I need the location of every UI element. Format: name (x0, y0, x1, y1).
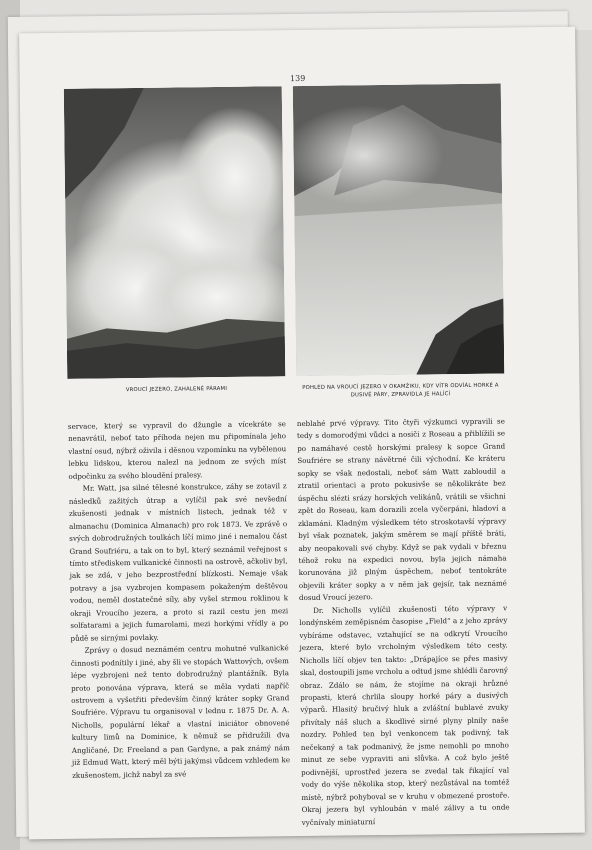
paragraph: neblahé prvé výpravy. Tito čtyři výzkumci vypravili se tedy s domorodými vůdci a nosiči z Roseau a přiblížili se po namáhavé cestě horskými pralesy k sopce Grand Soufriére se strany návětrné čili východní. Ke kráteru sopky se však nedostali, neboť sám Watt zabloudil a ztratil orientaci a proto pokusivše se několikráte bez úspěchu slézti srázy horských velikánů, vrátili se všichni zpět do Roseau, kam dorazili zcela vyčerpáni, hladoví a zklamáni. Kladným výsledkem této stroskotavší výpravy byl však poznatek, jakým směrem se mají příště bráti, aby neopakovali své chyby. Když se pak vydali v březnu téhož roku na expedici novou, byla jejich námaha korunována již plným úspěchem, neboť tentokráte objevili kráter sopky a v něm jak gejsír, tak neznámé dosud Vroucí jezero. (296, 416, 507, 603)
page-number: 139 (289, 73, 306, 84)
text-column-right (297, 416, 510, 829)
book-page (19, 27, 585, 840)
paragraph: servace, který se vypravil do džungle a vícekráte se nenavrátil, neboť tato příhoda nejen mu připomínala jeho vlastní osud, nýbrž oživila i děsnou vzpomínku na vybělenou lebku lidskou, kterou nalezl na jednom ze svých míst odpočinku za svého bloudění pralesy. (67, 419, 287, 481)
paragraph: Dr. Nicholls vylíčil zkušenosti této výpravy v londýnském zeměpisném časopise „Field“ a z jeho zprávy vybíráme odstavec, vztahující se na odkrytí Vroucího jezera, které bylo vrcholným výsledkem této cesty. Nicholls líčí objev ten takto: „Drápajíce se přes masivy skal, dostoupili jsme vrcholu a odtud jsme shlédli čarovný obraz. Zdálo se nám, že stojíme na okraji hrůzné propasti, která chrlila sloupy horké páry a dusivých výparů. Hlasitý bručivý hluk a zvláštní bublavé zvuky přivítaly náš sluch a škodlivé sirné plyny plnily naše nozdry. Pohled ten byl venkoncem tak podivný, tak nečekaný a tak podmanivý, že jsme nemohli po mnoho minut ze sebe vypraviti ani slůvka. A což bylo ještě podivnější, uprostřed jezera se zvedal tak řikající val vody do výše několika stop, který nezůstával na tomtéž místě, nýbrž pohyboval se v kruhu v obmezené prostoře. Okraj jezera byl vyhloubán v malé zálivy a tu onde vyčnívaly miniaturní (299, 603, 510, 827)
figure-caption-right: POHLED NA VROUCÍ JEZERO V OKAMŽIKU, KDY VÍTR ODVÍÁL HORKÉ A DUSIVÉ PÁRY, ZPRAVIDLA JE HALÍCÍ (302, 382, 499, 398)
photo-steam-image (64, 86, 286, 379)
paragraph: Mr. Watt, jsa silné tělesné konstrukce, záhy se zotavil z následků zažitých útrap a vylíčil pak své nevšední zkušenosti jednak v místních listech, jednak též v almanachu (Dominica Almanach) pro rok 1873. Ve zprávě o svých dobrodružných toulkách líčí mimo jiné i nemalou část Grand Soufriéru, a tak on to byl, který seznámil veřejnost s tímto střediskem vulkanické činnosti na ostrově, ačkoliv byl, jak se zdá, v jeho bezprostřední blízkosti. Nemaje však potravy a jsa vyzbrojen kompasem pokaženým deštěvou vodou, neměl dostatečné síly, aby vyšel strmou roklinou k okraji Vroucího jezera, a proto si razil cestu jen mezi solfatarami a jejich fumarolami, mezi horkými vřídly a po půdě se sirnými povlaky. (68, 481, 289, 643)
figure-caption-left: VROUCÍ JEZERO, ZAHALENÉ PÁRAMI (125, 385, 228, 394)
text-column-left (68, 418, 290, 782)
photo-lake-image (293, 84, 505, 377)
photo-boiling-lake-steam (64, 86, 286, 379)
photo-boiling-lake-clear (293, 84, 505, 377)
paragraph: Zprávy o dosud neznámém centru mohutné vulkanické činnosti podnítily i jiné, aby šli ve stopách Wattových, ovšem lépe vyzbrojeni než tento dobrodružný plantážník. Byla proto ponována výprava, která se měla vydati napříč ostrovem a vyšetřiti především činný kráter sopky Grand Soufriére. Výpravu tu organisoval v lednu r. 1875 Dr. A. A. Nicholls, populární lékař a vlastní iniciátor obnovené kultury limů na Dominice, k němuž se přidružili dva Angličané, Dr. Freeland a pan Gardyne, a pak známý nám již Edmud Watt, který měl býti jakýmsi vůdcem vzhledem ke zkušenostem, jichž nabyl za své (70, 643, 291, 780)
